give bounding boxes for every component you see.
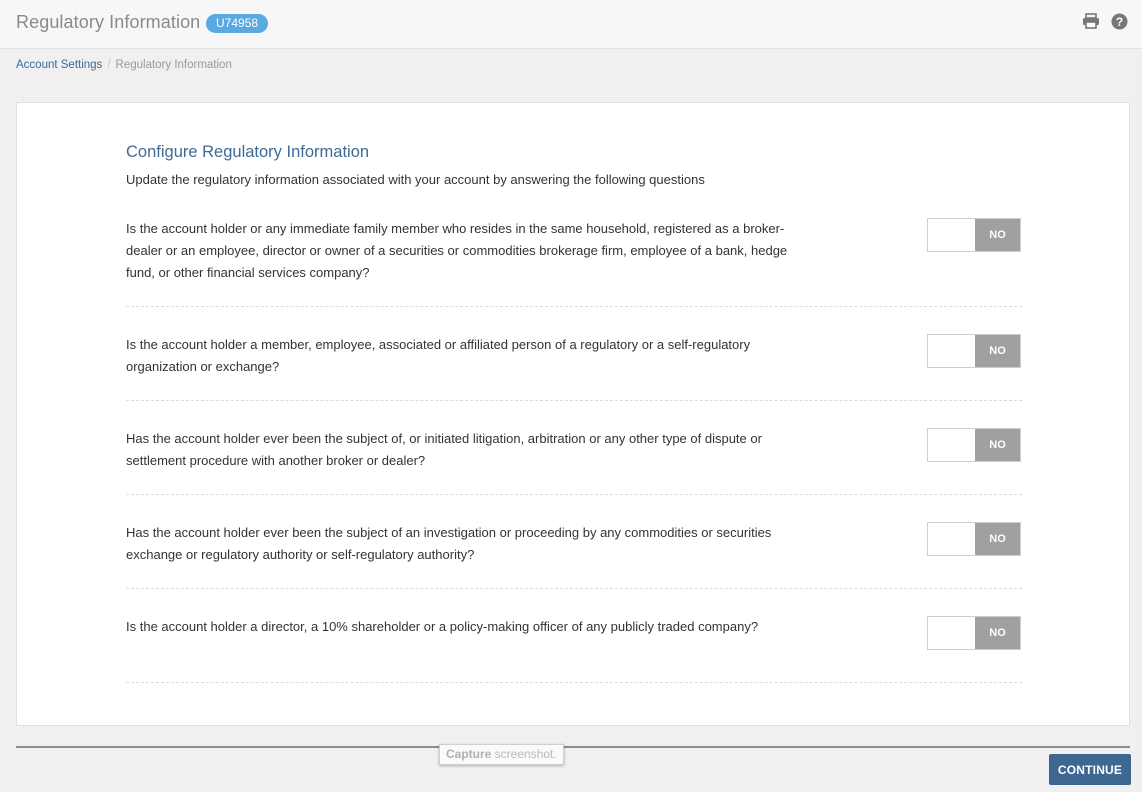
question-text: Has the account holder ever been the subject of an investigation or proceeding by any commodities or securities exchange or regulatory authority or self-regulatory authority? [126,525,772,562]
page-title: Regulatory Information [16,12,201,32]
help-icon[interactable] [1110,12,1128,30]
question-row [126,522,1022,589]
capture-screenshot-tooltip[interactable] [439,744,564,765]
toggle-handle[interactable] [928,617,975,649]
toggle-no-label[interactable]: NO [975,617,1020,649]
toggle-handle[interactable] [928,523,975,555]
toggle-handle[interactable] [928,335,975,367]
question-toggle[interactable] [927,616,1021,650]
question-row [126,218,1022,307]
question-text: Is the account holder a director, a 10% shareholder or a policy-making officer of any publicly traded company? [126,619,759,634]
question-text: Is the account holder or any immediate family member who resides in the same household, registered as a broker-dealer or an employee, director or owner of a securities or commodities brokerage firm, employee of a bank, hedge fund, or other financial services company? [126,221,788,280]
question-text: Has the account holder ever been the subject of, or initiated litigation, arbitration or any other type of dispute or settlement procedure with another broker or dealer? [126,431,762,468]
account-id-badge: U74958 [206,14,268,33]
breadcrumb-separator: / [107,59,111,71]
question-row [126,334,1022,401]
question-toggle[interactable] [927,218,1021,252]
tooltip-rest: screenshot. [491,747,557,761]
footer-divider [16,746,1130,748]
section-subtitle: Update the regulatory information associated with your account by answering the following questions [126,172,705,187]
tooltip-strong: Capture [446,747,492,761]
regulatory-card [16,102,1130,726]
toggle-no-label[interactable]: NO [975,523,1020,555]
breadcrumb [16,59,232,71]
toggle-no-label[interactable]: NO [975,335,1020,367]
question-row [126,616,1022,683]
question-toggle[interactable] [927,428,1021,462]
question-toggle[interactable] [927,522,1021,556]
question-toggle[interactable] [927,334,1021,368]
toggle-no-label[interactable]: NO [975,219,1020,251]
page-header [0,0,1142,49]
section-title: Configure Regulatory Information [126,143,370,161]
svg-text:?: ? [1115,14,1123,29]
question-text: Is the account holder a member, employee, associated or affiliated person of a regulatory or a self-regulatory organization or exchange? [126,337,751,374]
breadcrumb-current: Regulatory Information [115,59,232,71]
print-icon[interactable] [1082,12,1100,30]
toggle-handle[interactable] [928,429,975,461]
continue-button[interactable]: CONTINUE [1049,754,1131,785]
toggle-no-label[interactable]: NO [975,429,1020,461]
question-row [126,428,1022,495]
toggle-handle[interactable] [928,219,975,251]
breadcrumb-account-settings[interactable]: Account Settings [16,59,103,71]
